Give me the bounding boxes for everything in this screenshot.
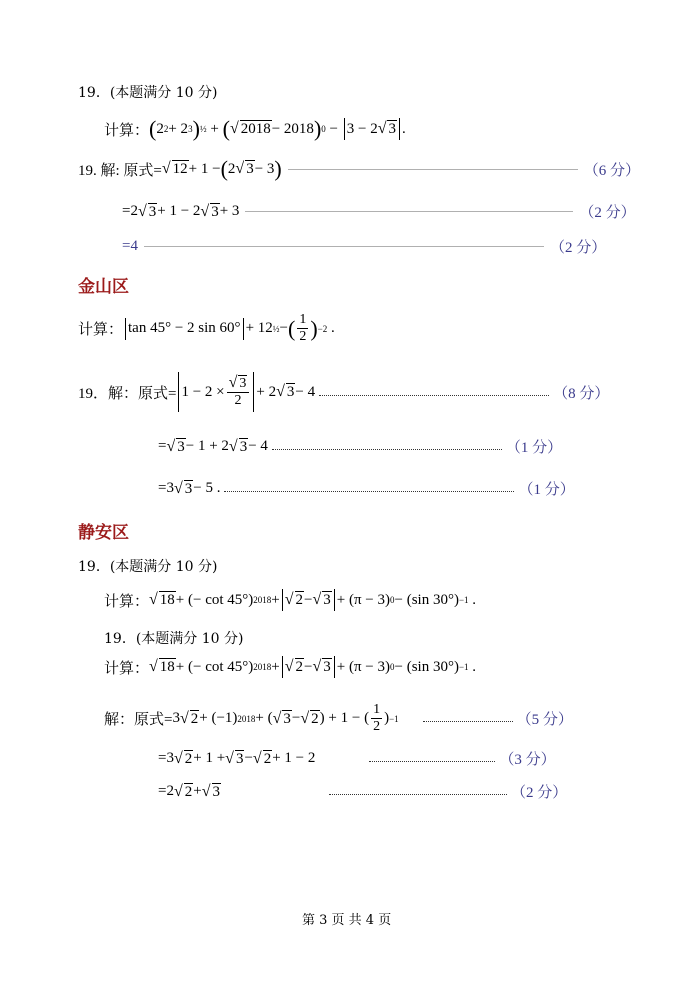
problem-header-4: 19．(本题满分 10 分) [104,631,244,647]
score-badge: （1 分） [505,440,563,456]
solution-label-2: 19．解：原式= [78,385,177,402]
problem-expression-2: 计算： tan 45° − 2 sin 60° + 12 ½ − ( $\frac{1}{2}$ ) −2 . [78,312,335,344]
leader-dots [423,721,513,722]
final-answer: =4 [122,238,138,254]
problem-label-1: 计算： [104,122,150,139]
solution-line-6: =3 √ 3 − 5 . （1 分） [158,479,575,498]
problem-label-4: 计算： [104,660,150,677]
leader-line [144,246,544,247]
score-badge: （2 分） [579,205,636,221]
solution-line-9: =2 √ 2 + √ 3 （2 分） [158,782,568,801]
problem-expression-3: 计算： √ 18 + (− cot 45°) 2018 + √ 2 − √ 3 + (π − 3) 0 − (sin 30°) −1 . [104,591,477,610]
leader-dots [224,491,514,492]
leader-dots [319,395,549,396]
district-heading-jingan: 静安区 [78,523,129,543]
problem-expression-1: 计算： ( 2 2 + 2 3 ) ½ + ( √ 2018 − 2018 ) 0 − 3 − 2 √ 3 . [104,116,406,141]
leader-dots [272,449,502,450]
problem-label-2: 计算： [78,322,124,338]
score-badge: （8 分） [553,385,610,402]
solution-line-5: = √ 3 − 1 + 2 √ 3 − 4 （1 分） [158,437,563,456]
solution-line-7: 解：原式= 3 √ 2 + (−1) 2018 + ( √ 3 − √ 2 ) + 1 − ( $\frac{1}{2}$ ) −1 （5 分） [104,702,573,734]
score-badge: （5 分） [516,712,573,728]
leader-dots [369,761,495,762]
problem-label-3: 计算： [104,593,150,610]
page-footer: 第 3 页 共 4 页 [302,913,392,928]
solution-line-2: =2 √ 3 + 1 − 2 √ 3 + 3 （2 分） [122,202,636,221]
score-badge: （3 分） [499,752,556,768]
solution-line-8: =3 √ 2 + 1 + √ 3 − √ 2 + 1 − 2 （3 分） [158,749,556,768]
solution-line-3 [122,236,606,257]
leader-line [288,169,578,170]
problem-header-3: 19．(本题满分 10 分) [78,559,218,575]
solution-line-1: 19. 解: 原式= √ 12 + 1 − ( 2 √ 3 − 3 ) （6 分） [78,156,641,181]
district-heading-jinshan: 金山区 [78,277,129,297]
solution-label-3: 解：原式= [104,712,173,728]
problem-header-1: 19．(本题满分 10 分) [78,85,218,101]
problem-expression-4: 计算： √ 18 + (− cot 45°) 2018 + √ 2 − √ 3 + (π − 3) 0 − (sin 30°) −1 . [104,658,477,677]
score-badge: （2 分） [511,785,568,801]
score-badge: （6 分） [583,162,641,179]
leader-line [245,211,573,212]
solution-label-1: 19. 解: 原式= [78,162,162,179]
solution-line-4: 19．解：原式= 1 − 2 × $\frac{√ 3}{2}$ + 2 √ 3 − 4 （8 分） [78,372,609,412]
score-badge: （2 分） [549,240,607,256]
leader-dots [329,794,507,795]
score-badge: （1 分） [518,482,575,498]
